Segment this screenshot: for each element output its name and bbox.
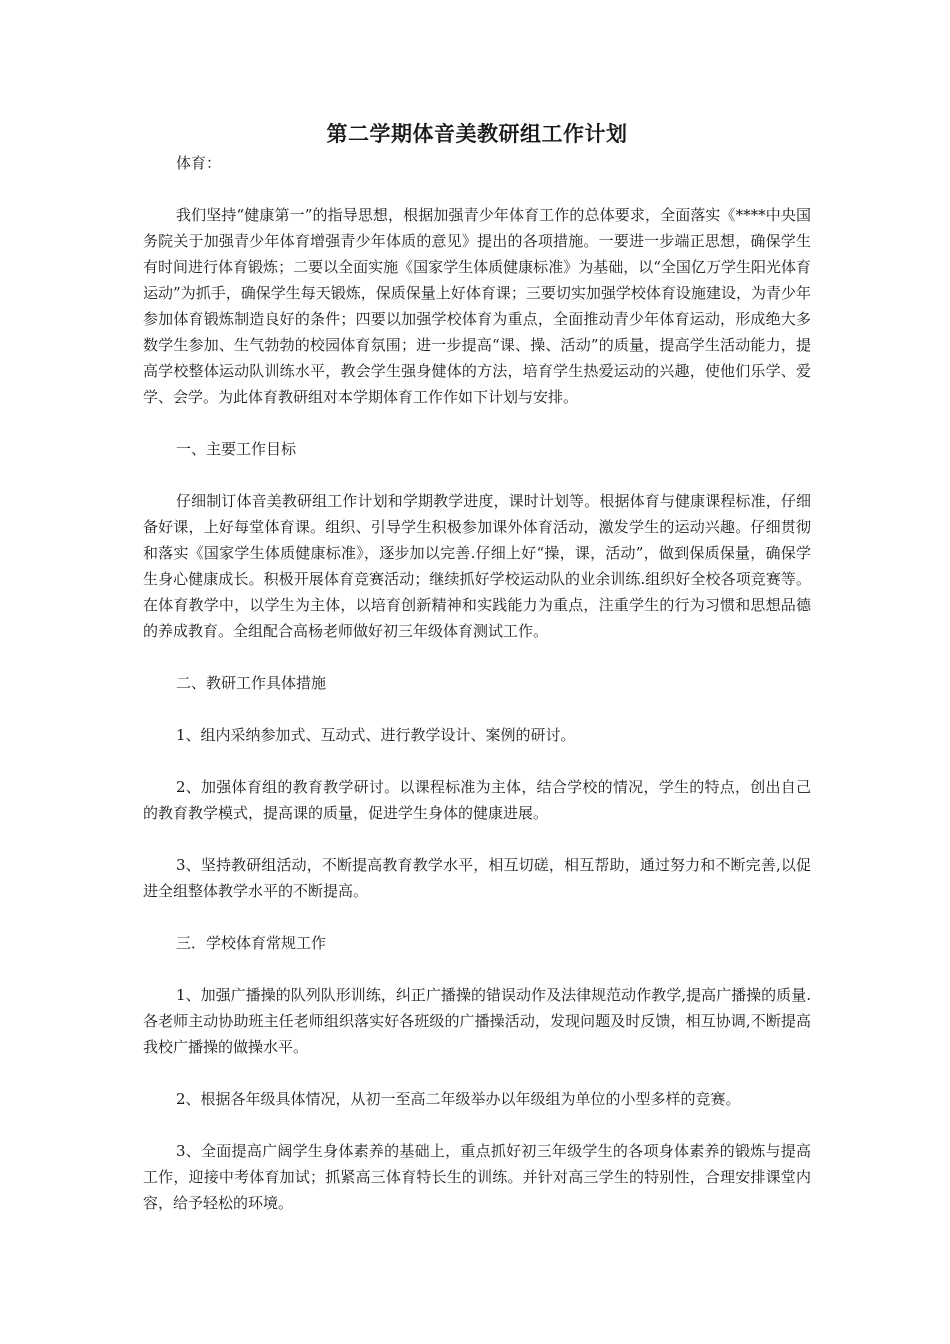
section-2-item-3: 3、坚持教研组活动，不断提高教育教学水平，相互切磋，相互帮助，通过努力和不断完善,以促进全组整体教学水平的不断提高。	[143, 856, 811, 900]
document-title: 第二学期体音美教研组工作计划	[326, 122, 628, 146]
document-page	[143, 118, 811, 1216]
section-2-heading: 二、教研工作具体措施	[176, 674, 327, 692]
section-3-item-1: 1、加强广播操的队列队形训练，纠正广播操的错误动作及法律规范动作教学,提高广播操的质量.各老师主动协助班主任老师组织落实好各班级的广播操活动，发现问题及时反馈，相互协调,不断提高我校广播操的做操水平。	[143, 986, 811, 1056]
intro-paragraph: 我们坚持“健康第一”的指导思想，根据加强青少年体育工作的总体要求，全面落实《****中央国务院关于加强青少年体育增强青少年体质的意见》提出的各项措施。一要进一步端正思想，确保学生有时间进行体育锻炼；二要以全面实施《国家学生体质健康标准》为基础，以“全国亿万学生阳光体育运动”为抓手，确保学生每天锻炼，保质保量上好体育课；三要切实加强学校体育设施建设，为青少年参加体育锻炼制造良好的条件；四要以加强学校体育为重点，全面推动青少年体育运动，形成绝大多数学生参加、生气勃勃的校园体育氛围；进一步提高“课、操、活动”的质量，提高学生活动能力，提高学校整体运动队训练水平，教会学生强身健体的方法，培育学生热爱运动的兴趣，使他们乐学、爱学、会学。为此体育教研组对本学期体育工作作如下计划与安排。	[143, 206, 811, 406]
section-1-heading: 一、主要工作目标	[176, 440, 297, 458]
section-3-item-3: 3、全面提高广阔学生身体素养的基础上，重点抓好初三年级学生的各项身体素养的锻炼与提高工作，迎接中考体育加试；抓紧高三体育特长生的训练。并针对高三学生的特别性，合理安排课堂内容，给予轻松的环境。	[143, 1142, 811, 1212]
section-2-item-1: 1、组内采纳参加式、互动式、进行教学设计、案例的研讨。	[176, 726, 576, 744]
subject-label: 体育：	[176, 154, 222, 172]
section-3-heading: 三．学校体育常规工作	[176, 934, 327, 952]
section-1-paragraph: 仔细制订体音美教研组工作计划和学期教学进度，课时计划等。根据体育与健康课程标准，仔细备好课，上好每堂体育课。组织、引导学生积极参加课外体育活动，激发学生的运动兴趣。仔细贯彻和落实《国家学生体质健康标准》，逐步加以完善.仔细上好“操，课，活动”，做到保质保量，确保学生身心健康成长。积极开展体育竞赛活动；继续抓好学校运动队的业余训练.组织好全校各项竞赛等。在体育教学中，以学生为主体，以培育创新精神和实践能力为重点，注重学生的行为习惯和思想品德的养成教育。全组配合高杨老师做好初三年级体育测试工作。	[143, 492, 811, 640]
section-2-item-2: 2、加强体育组的教育教学研讨。以课程标准为主体，结合学校的情况，学生的特点，创出自己的教育教学模式，提高课的质量，促进学生身体的健康进展。	[143, 778, 811, 822]
section-3-item-2: 2、根据各年级具体情况，从初一至高二年级举办以年级组为单位的小型多样的竞赛。	[176, 1090, 741, 1108]
